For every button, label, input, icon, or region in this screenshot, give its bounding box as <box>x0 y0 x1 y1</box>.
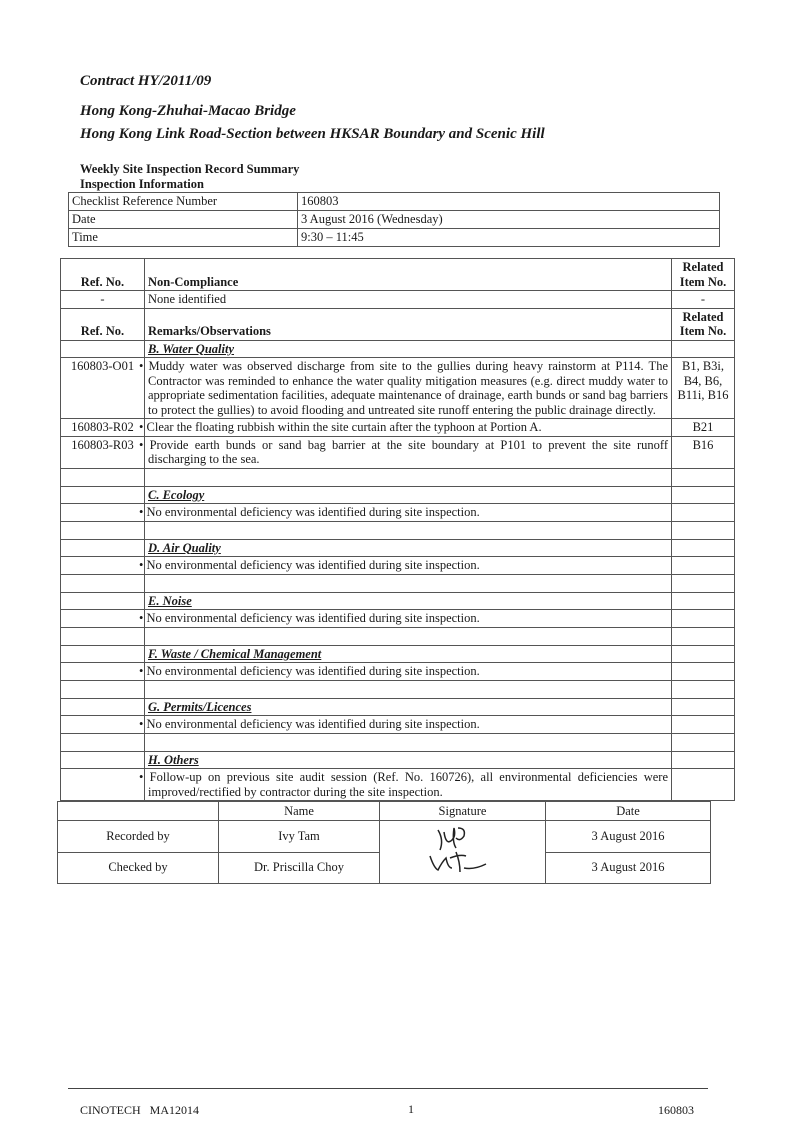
footer-left: CINOTECH MA12014 <box>80 1103 199 1117</box>
observation-text: • No environmental deficiency was identified during site inspection. <box>145 716 672 734</box>
observation-related: B16 <box>672 436 735 468</box>
signature-cell <box>380 821 546 884</box>
nc-header-row <box>61 259 735 291</box>
section-ecology-title: C. Ecology <box>145 486 672 504</box>
remarks-header: Remarks/Observations <box>145 308 672 340</box>
info-value: 3 August 2016 (Wednesday) <box>298 211 720 229</box>
signoff-table <box>57 801 711 884</box>
observation-text: • Clear the floating rubbish within the site curtain after the typhoon at Portion A. <box>145 419 672 437</box>
section-row <box>61 340 735 358</box>
ref-header: Ref. No. <box>61 259 145 291</box>
nc-ref: - <box>61 291 145 309</box>
table-row <box>61 419 735 437</box>
table-row <box>61 436 735 468</box>
handwritten-signature <box>418 822 508 878</box>
section-row <box>61 751 735 769</box>
name-header: Name <box>219 802 380 821</box>
signoff-header-row <box>58 802 711 821</box>
section-permits-title: G. Permits/Licences <box>145 698 672 716</box>
info-label: Checklist Reference Number <box>69 193 298 211</box>
signoff-date: 3 August 2016 <box>546 821 711 853</box>
signoff-role: Recorded by <box>58 821 219 853</box>
related-header: Related Item No. <box>672 308 735 340</box>
signoff-role: Checked by <box>58 852 219 884</box>
observation-text: • No environmental deficiency was identified during site inspection. <box>145 663 672 681</box>
signoff-name: Ivy Tam <box>219 821 380 853</box>
nc-text: None identified <box>145 291 672 309</box>
section-row <box>61 698 735 716</box>
section-air-title: D. Air Quality <box>145 539 672 557</box>
info-row <box>69 193 720 211</box>
signoff-name: Dr. Priscilla Choy <box>219 852 380 884</box>
info-label: Date <box>69 211 298 229</box>
footer-right: 160803 <box>658 1103 694 1117</box>
table-row <box>61 663 735 681</box>
page-number: 1 <box>408 1102 414 1116</box>
observation-text: • Follow-up on previous site audit session (Ref. No. 160726), all environmental deficiencies were improved/rectified by contractor during the site inspection. <box>145 769 672 801</box>
table-row <box>61 769 735 801</box>
signature-header: Signature <box>380 802 546 821</box>
footer-rule <box>68 1088 708 1089</box>
table-row <box>61 358 735 419</box>
info-label: Time <box>69 229 298 247</box>
observation-ref: 160803-O01 <box>61 358 145 419</box>
section-others-title: H. Others <box>145 751 672 769</box>
observation-text: • Provide earth bunds or sand bag barrier at the site boundary at P101 to prevent the site runoff discharging to the sea. <box>145 436 672 468</box>
section-row <box>61 486 735 504</box>
section-row <box>61 592 735 610</box>
section-row <box>61 539 735 557</box>
observation-ref: 160803-R02 <box>61 419 145 437</box>
observation-text: • Muddy water was observed discharge from site to the gullies during heavy rainstorm at P114. The Contractor was reminded to enhance the water quality mitigation measures (e.g. direct muddy water to appropriate sedimentation facilities, adequate maintenance of drainage, earth bunds or sand bag barriers to protect the gullies) to avoid flooding and untreated site runoff entering the public drainage directly. <box>145 358 672 419</box>
ref-header: Ref. No. <box>61 308 145 340</box>
observation-related: B21 <box>672 419 735 437</box>
observation-related: B1, B3i, B4, B6, B11i, B16 <box>672 358 735 419</box>
info-row <box>69 229 720 247</box>
info-value: 160803 <box>298 193 720 211</box>
remarks-header-row <box>61 308 735 340</box>
observation-text: • No environmental deficiency was identified during site inspection. <box>145 610 672 628</box>
date-header: Date <box>546 802 711 821</box>
table-row <box>61 291 735 309</box>
table-row <box>61 610 735 628</box>
observation-text: • No environmental deficiency was identified during site inspection. <box>145 504 672 522</box>
info-title: Inspection Information <box>80 177 204 191</box>
observation-ref: 160803-R03 <box>61 436 145 468</box>
summary-title: Weekly Site Inspection Record Summary <box>80 162 300 176</box>
info-row <box>69 211 720 229</box>
related-header: Related Item No. <box>672 259 735 291</box>
inspection-info-table <box>68 192 720 247</box>
table-row <box>61 557 735 575</box>
nc-related: - <box>672 291 735 309</box>
observation-text: • No environmental deficiency was identified during site inspection. <box>145 557 672 575</box>
table-row <box>61 504 735 522</box>
section-noise-title: E. Noise <box>145 592 672 610</box>
signoff-date: 3 August 2016 <box>546 852 711 884</box>
section-row <box>61 645 735 663</box>
signoff-row <box>58 821 711 853</box>
project-subtitle: Hong Kong Link Road-Section between HKSAR Boundary and Scenic Hill <box>80 126 545 142</box>
project-title: Hong Kong-Zhuhai-Macao Bridge <box>80 103 296 119</box>
table-row <box>61 716 735 734</box>
nc-header: Non-Compliance <box>145 259 672 291</box>
section-water-title: B. Water Quality <box>145 340 672 358</box>
info-value: 9:30 – 11:45 <box>298 229 720 247</box>
contract-number: Contract HY/2011/09 <box>80 73 212 89</box>
section-waste-title: F. Waste / Chemical Management <box>145 645 672 663</box>
observations-table <box>60 258 735 801</box>
